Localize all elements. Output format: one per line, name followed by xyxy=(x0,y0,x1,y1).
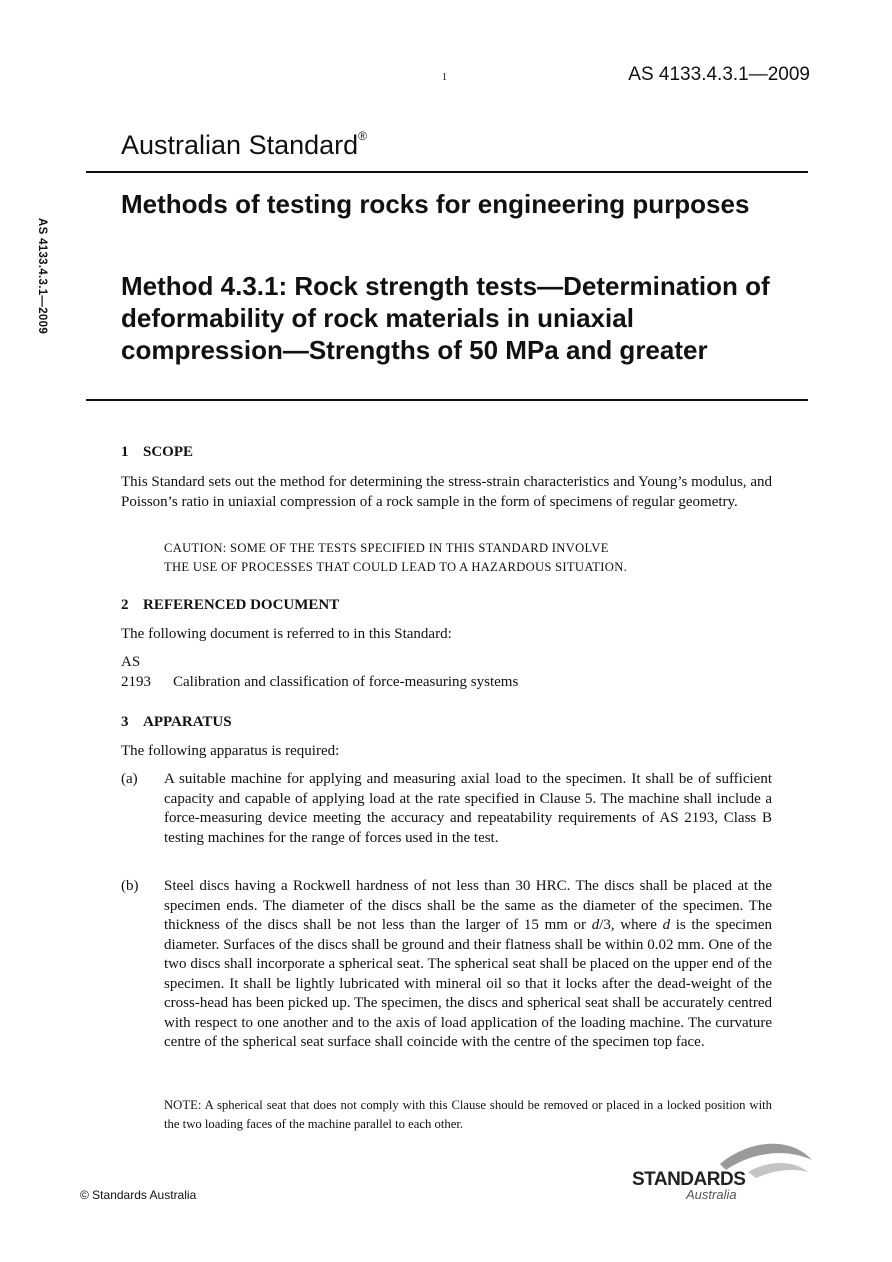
item-label: (b) xyxy=(121,878,139,894)
method-title: Method 4.3.1: Rock strength tests—Determination of deformability of rock materials in uniaxial compression—Strengths of 50 MPa and greater xyxy=(121,271,770,365)
apparatus-item-b xyxy=(121,877,772,1053)
variable-d: d xyxy=(662,917,671,933)
copyright-notice: © Standards Australia xyxy=(80,1188,197,1202)
section-heading-apparatus xyxy=(121,714,232,731)
section-heading-referenced xyxy=(121,597,339,614)
apparatus-item-a xyxy=(121,770,772,848)
caution-notice xyxy=(164,539,744,576)
caution-line: THE USE OF PROCESSES THAT COULD LEAD TO A HAZARDOUS SITUATION. xyxy=(164,559,628,574)
title-rule-top xyxy=(86,171,808,173)
section-number: 3 xyxy=(121,714,129,730)
section-title: REFERENCED DOCUMENT xyxy=(143,597,340,613)
item-text xyxy=(164,877,772,1053)
section-heading-scope xyxy=(121,444,193,461)
document-title: Methods of testing rocks for engineering purposes xyxy=(121,189,750,219)
section-number: 2 xyxy=(121,597,129,613)
document-code: AS 4133.4.3.1—2009 xyxy=(628,64,810,85)
logo-wordmark: STANDARDS xyxy=(632,1169,746,1190)
standards-australia-logo xyxy=(628,1138,814,1204)
section-title: SCOPE xyxy=(143,444,194,460)
logo-subtitle: Australia xyxy=(686,1187,737,1202)
reference-prefix: AS xyxy=(121,654,141,670)
item-text-part: /3, where xyxy=(599,917,663,933)
item-text: A suitable machine for applying and measuring axial load to the specimen. It shall be of sufficient capacity and capable of applying load at the rate specified in Clause 5. The machine shall include a force-measuring device meeting the accuracy and repeatability requirements of AS 2193, Class B testing machines for the range of forces used in the test. xyxy=(164,771,772,846)
reference-code: 2193 xyxy=(121,674,151,690)
side-document-code: AS 4133.4.3.1—2009 xyxy=(36,218,48,335)
registered-mark: ® xyxy=(358,129,367,143)
variable-d: d xyxy=(591,917,600,933)
brand-title xyxy=(121,130,367,161)
title-rule-bottom xyxy=(86,399,808,401)
page-number: 1 xyxy=(442,72,447,83)
item-text-part: is the specimen diameter. Surfaces of the discs shall be ground and their flatness shall be within 0.02 mm. One of the two discs shall incorporate a spherical seat. The spherical seat shall be placed on the upper end of the specimen. It shall be lightly lubricated with mineral oil so that it locks after the dead-weight of the cross-head has been picked up. The specimen, the discs and spherical seat shall be accurately centred with respect to one another and to the axis of load application of the loading machine. The curvature centre of the spherical seat surface shall coincide with the centre of the specimen top face. xyxy=(164,917,772,1050)
reference-title: Calibration and classification of force-measuring systems xyxy=(173,674,519,690)
reference-entry xyxy=(121,674,518,691)
caution-line: CAUTION: SOME OF THE TESTS SPECIFIED IN THIS STANDARD INVOLVE xyxy=(164,541,609,555)
apparatus-note: NOTE: A spherical seat that does not comply with this Clause should be removed or placed in a locked position with the two loading faces of the machine parallel to each other. xyxy=(164,1098,772,1131)
item-text-part: Steel discs having a Rockwell hardness of not less than 30 HRC. The discs shall be placed at the specimen ends. The diameter of the discs shall be the same as the diameter of the specimen. The thickness of the discs shall be not less than the larger of 15 mm or xyxy=(164,878,772,933)
scope-paragraph: This Standard sets out the method for determining the stress-strain characteristics and Young’s modulus, and Poisson’s ratio in uniaxial compression of a rock sample in the form of specimens of regular geometry. xyxy=(121,474,772,510)
apparatus-intro: The following apparatus is required: xyxy=(121,743,340,759)
referenced-intro: The following document is referred to in this Standard: xyxy=(121,626,452,642)
section-number: 1 xyxy=(121,444,129,460)
item-label: (a) xyxy=(121,771,138,787)
brand-text: Australian Standard xyxy=(121,130,359,160)
section-title: APPARATUS xyxy=(143,714,232,730)
